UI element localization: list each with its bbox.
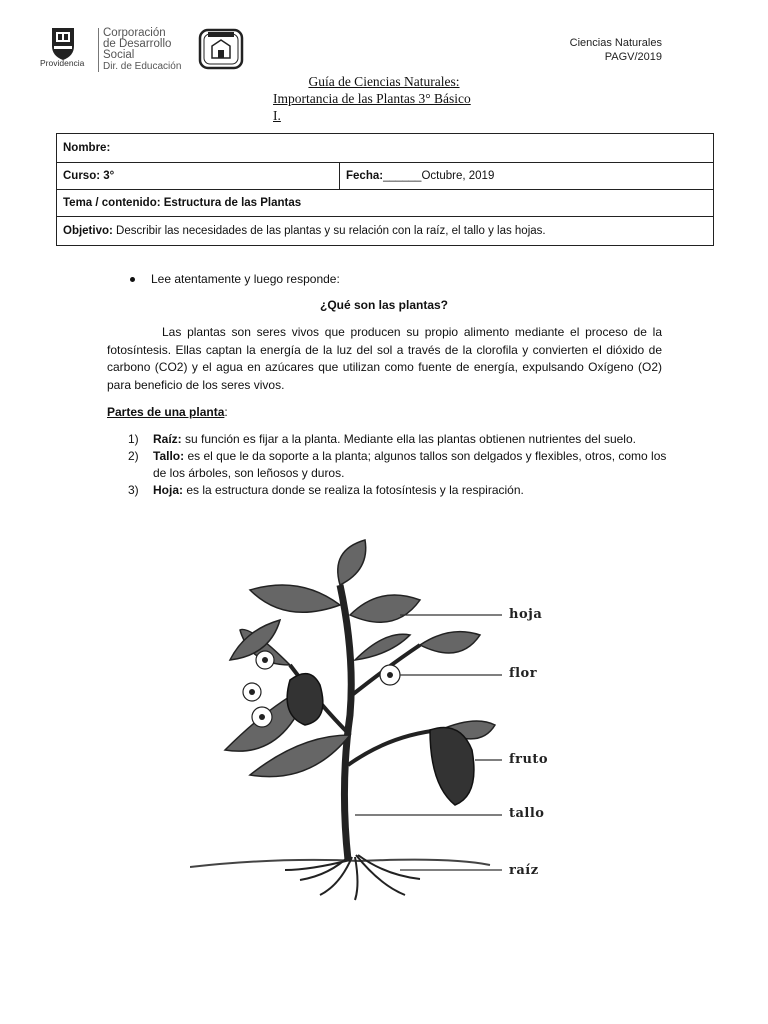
plants-paragraph: Las plantas son seres vivos que producen su propio alimento mediante el proceso de la fotosíntesis. Ellas captan la energía de la luz del sol a través de la clorofila y convierten el dióxido de carbono (CO2) y el agua en azúcares que utilizan como fuente de energía, expulsando Oxígeno (O2) para beneficio de los seres vivos. [107, 325, 662, 392]
plant-illustration [190, 535, 565, 905]
bullet-icon [130, 277, 135, 282]
label-tallo: tallo [509, 806, 545, 821]
plant-diagram [190, 535, 565, 905]
list-item: 1) Raíz: su función es fijar a la planta. Mediante ella las plantas obtienen nutrientes del suelo. [128, 432, 636, 446]
header-subject-code: Ciencias Naturales PAGV/2019 [569, 37, 662, 63]
objetivo-cell: Objetivo: Describir las necesidades de las plantas y su relación con la raíz, el tallo y las hojas. [57, 217, 714, 246]
section-number: I. [273, 108, 281, 123]
parts-list [128, 431, 668, 499]
student-info-table [56, 133, 714, 246]
instruction-bullet: Lee atentamente y luego responde: [130, 272, 340, 286]
list-item: 2) Tallo: es el que le da soporte a la planta; algunos tallos son delgados y flexibles, otros, como los de los árboles, son leñosos y duros. [128, 449, 667, 480]
question-title: ¿Qué son las plantas? [319, 298, 449, 312]
corporation-name: Corporación de Desarrollo Social Dir. de Educación [98, 28, 181, 72]
label-hoja: hoja [509, 607, 543, 622]
list-item: 3) Hoja: es la estructura donde se realiza la fotosíntesis y la respiración. [128, 483, 524, 497]
label-fruto: fruto [509, 752, 549, 767]
municipality-name: Providencia [40, 58, 85, 68]
guide-title: Guía de Ciencias Naturales: [308, 74, 460, 89]
school-seal-icon [198, 28, 244, 70]
parts-heading: Partes de una planta: [107, 405, 228, 419]
label-flor: flor [509, 666, 538, 681]
fecha-cell[interactable]: Fecha:______Octubre, 2019 [340, 163, 714, 190]
nombre-cell[interactable]: Nombre: [57, 134, 714, 163]
tema-cell: Tema / contenido: Estructura de las Plantas [57, 190, 714, 217]
institution-logos [40, 26, 250, 74]
label-raiz: raíz [509, 863, 539, 878]
curso-cell: Curso: 3° [57, 163, 340, 190]
guide-subtitle: Importancia de las Plantas 3° Básico [273, 91, 471, 106]
